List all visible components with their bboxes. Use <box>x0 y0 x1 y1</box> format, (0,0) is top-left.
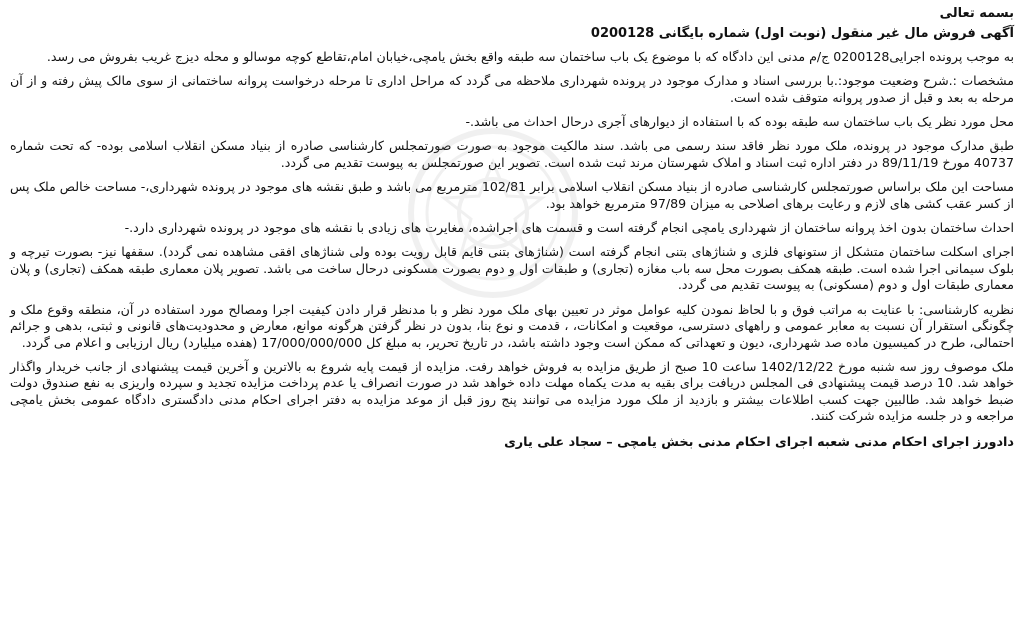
notice-title: آگهی فروش مال غیر منقول (نوبت اول) شماره بایگانی 0200128 <box>590 26 1014 42</box>
paragraph-auction-terms: ملک موصوف روز سه شنبه مورخ 1402/12/22 ساعت 10 صبح از طریق مزایده به فروش خواهد رفت. مزایده از قیمت پایه شروع به بالاترین و آخرین قیمت پیشنهادی از جانب خریدار واگذار خواهد شد. 10 درصد قیمت پیشنهادی فی المجلس دریافت برای بقیه به مدت یکماه مهلت داده خواهد شد در صورت انصراف یا عدم پرداخت مزایده تجدید و سپرده واریزی به نفع صندوق دولت ضبط خواهد شد. طالبین جهت کسب اطلاعات بیشتر و بازدید از ملک مورد مزایده می توانند پنج روز قبل از موعد مزایده به دفتر اجرای احکام مدنی دادگستری دادگاه عمومی بخش یامچی مراجعه و در جلسه مزایده شرکت کنند. <box>10 358 1014 424</box>
paragraph-expert-opinion: نظریه کارشناسی: با عنایت به مراتب فوق و با لحاظ نمودن کلیه عوامل موثر در تعیین بهای ملک مورد نظر و با مدنظر قرار دادن کیفیت اجرا ومصالح مورد استفاده در آن، منطقه وقوع ملک و چگونگی استقرار آن نسبت به معابر عمومی و راههای دسترسی، موقعیت و امکانات، ، قدمت و نوع بنا، بدون در نظر گرفتن هرگونه موانع، معارض و محدودیت‌های قانونی و ثبتی، بدهی و جرائم احتمالی، طرح در کمیسیون ماده صد شهرداری، دیون و تعهداتی که ممکن است وجود داشته باشد، در تاریخ تحریر، به مبلغ کل 17/000/000/000 (هفده میلیارد) ریال ارزیابی و اعلام می گردد. <box>10 301 1014 350</box>
signature-line: دادورز اجرای احکام مدنی شعبه اجرای احکام مدنی بخش یامچی – سجاد علی یاری <box>504 434 1014 450</box>
paragraph-building-description: محل مورد نظر یک باب ساختمان سه طبقه بوده که با استفاده از دیوارهای آجری درحال احداث می باشد.- <box>465 114 1014 130</box>
paragraph-structure: اجرای اسکلت ساختمان متشکل از ستونهای فلزی و شناژهای بتنی انجام گرفته است (شناژهای بتنی قایم قابل رویت بوده ولی شناژهای افقی مشاهده نمی گردد). سقفها نیز- بصورت تیرچه و بلوک سیمانی اجرا شده است. طبقه همکف بصورت محل سه باب مغازه (تجاری) و طبقات اول و دوم بصورت مسکونی درحال ساخت می باشد. تصویر پلان معماری طبقه همکف (تجاری) و پلان معماری طبقات اول و دوم (مسکونی) به پیوست تقدیم می گردد. <box>10 244 1014 293</box>
paragraph-specifications: مشخصات :.شرح وضعیت موجود:.با بررسی اسناد و مدارک موجود در پرونده شهرداری ملاحظه می گردد که مراحل اداری تا مرحله درخواست پروانه ساختمانی از سوی مالک پیش رفته و از آن مرحله به بعد و قبل از صدور پروانه متوقف شده است. <box>10 73 1014 105</box>
bismillah-heading: بسمه تعالی <box>939 6 1014 21</box>
paragraph-ownership-documents: طبق مدارک موجود در پرونده، ملک مورد نظر فاقد سند رسمی می باشد. سند مالکیت موجود به صورت صورتمجلس کارشناسی صادره از بنیاد مسکن انقلاب اسلامی بوده- که تحت شماره 40737 مورخ 89/11/19 در دفتر اداره ثبت اسناد و املاک شهرستان مرند ثبت شده است. تصویر این صورتمجلس به پیوست تقدیم می گردد. <box>10 138 1014 170</box>
paragraph-area: مساحت این ملک براساس صورتمجلس کارشناسی صادره از بنیاد مسکن انقلاب اسلامی برابر 102/81 مترمربع می باشد و طبق نقشه های موجود در پرونده شهرداری،- مساحت خالص ملک پس از کسر عقب کشی های لازم و رعایت برهای اصلاحی به میزان 97/89 مترمربع خواهد بود. <box>10 179 1014 211</box>
notice-page <box>10 6 1014 626</box>
paragraph-permit-status: احداث ساختمان بدون اخذ پروانه ساختمان از شهرداری یامچی انجام گرفته است و قسمت های اجراشده، مغایرت های زیادی با نقشه های موجود در پرونده شهرداری دارد.- <box>124 220 1014 236</box>
paragraph-case-intro: به موجب پرونده اجرایی0200128 ج/م مدنی این دادگاه که با موضوع یک باب ساختمان سه طبقه واقع بخش یامچی،خیابان امام،تقاطع کوچه موسالو و محله دیزج غریب بفروش می رسد. <box>46 48 1014 64</box>
